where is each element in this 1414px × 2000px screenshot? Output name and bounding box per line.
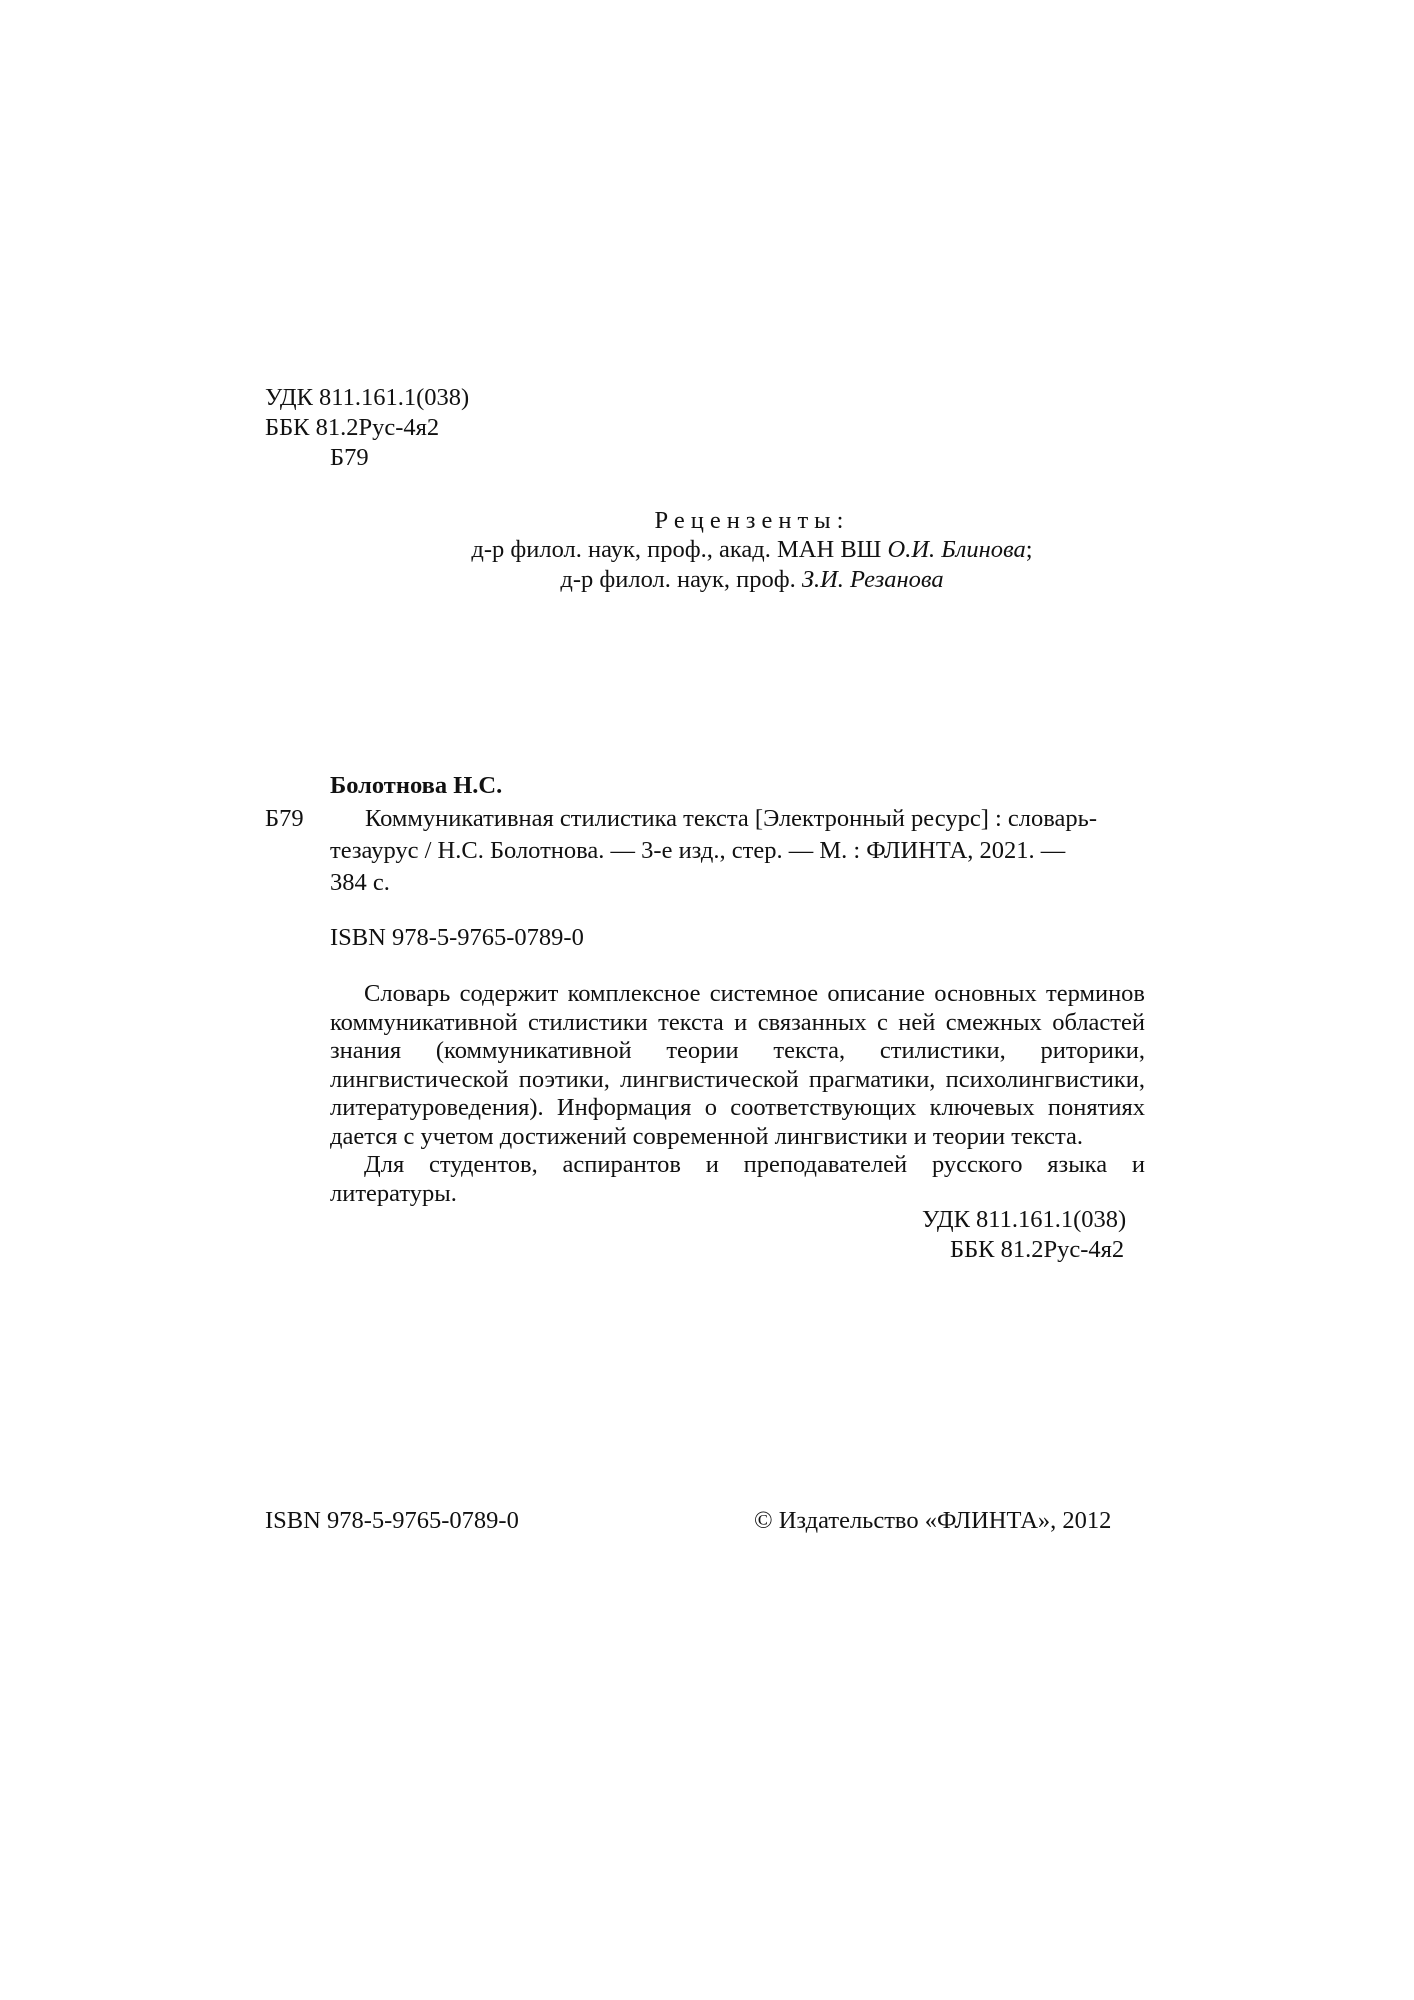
catalog-line-1: Коммуникативная стилистика текста [Электронный ресурс] : словарь-: [365, 805, 1097, 832]
udk-top: УДК 811.161.1(038): [265, 384, 470, 411]
reviewer-line-2: [0, 564, 1414, 596]
catalog-author: Болотнова Н.С.: [330, 772, 503, 799]
bbk-top: ББК 81.2Рус-4я2: [265, 414, 440, 441]
footer-copyright: © Издательство «ФЛИНТА», 2012: [754, 1507, 1112, 1534]
annotation-paragraph-1: Словарь содержит комплексное системное описание основных терминов коммуникативной стилистики текста и связанных с ней смежных областей знания (коммуникативной теории текста, стилистики, риторики, лингвистической поэтики, лингвистической прагматики, психолингвистики, литературоведения). Информация о соответствующих ключевых понятиях дается с учетом достижений современной лингвистики и теории текста.: [330, 980, 1145, 1150]
annotation: [330, 980, 1145, 1208]
reviewer-2-name: З.И. Резанова: [801, 566, 944, 593]
reviewers-heading: Рецензенты:: [654, 507, 850, 534]
catalog-line-3: 384 с.: [330, 869, 390, 896]
udk-bottom: УДК 811.161.1(038): [922, 1206, 1127, 1233]
author-sign-top: Б79: [330, 444, 369, 471]
reviewer-1-title: д-р филол. наук, проф., акад. МАН ВШ: [471, 536, 888, 563]
footer-isbn: ISBN 978-5-9765-0789-0: [265, 1507, 519, 1534]
catalog-isbn: ISBN 978-5-9765-0789-0: [330, 924, 584, 951]
catalog-line-2: тезаурус / Н.С. Болотнова. — 3-е изд., стер. — М. : ФЛИНТА, 2021. —: [330, 837, 1066, 864]
reviewer-1-name: О.И. Блинова: [887, 536, 1026, 563]
annotation-paragraph-2: Для студентов, аспирантов и преподавателей русского языка и литературы.: [330, 1151, 1145, 1207]
catalog-sign: Б79: [265, 805, 304, 832]
reviewer-1-suffix: ;: [1025, 536, 1033, 563]
reviewer-2-title: д-р филол. наук, проф.: [560, 566, 802, 593]
reviewer-line-1: [0, 534, 1414, 566]
bbk-bottom: ББК 81.2Рус-4я2: [950, 1236, 1125, 1263]
